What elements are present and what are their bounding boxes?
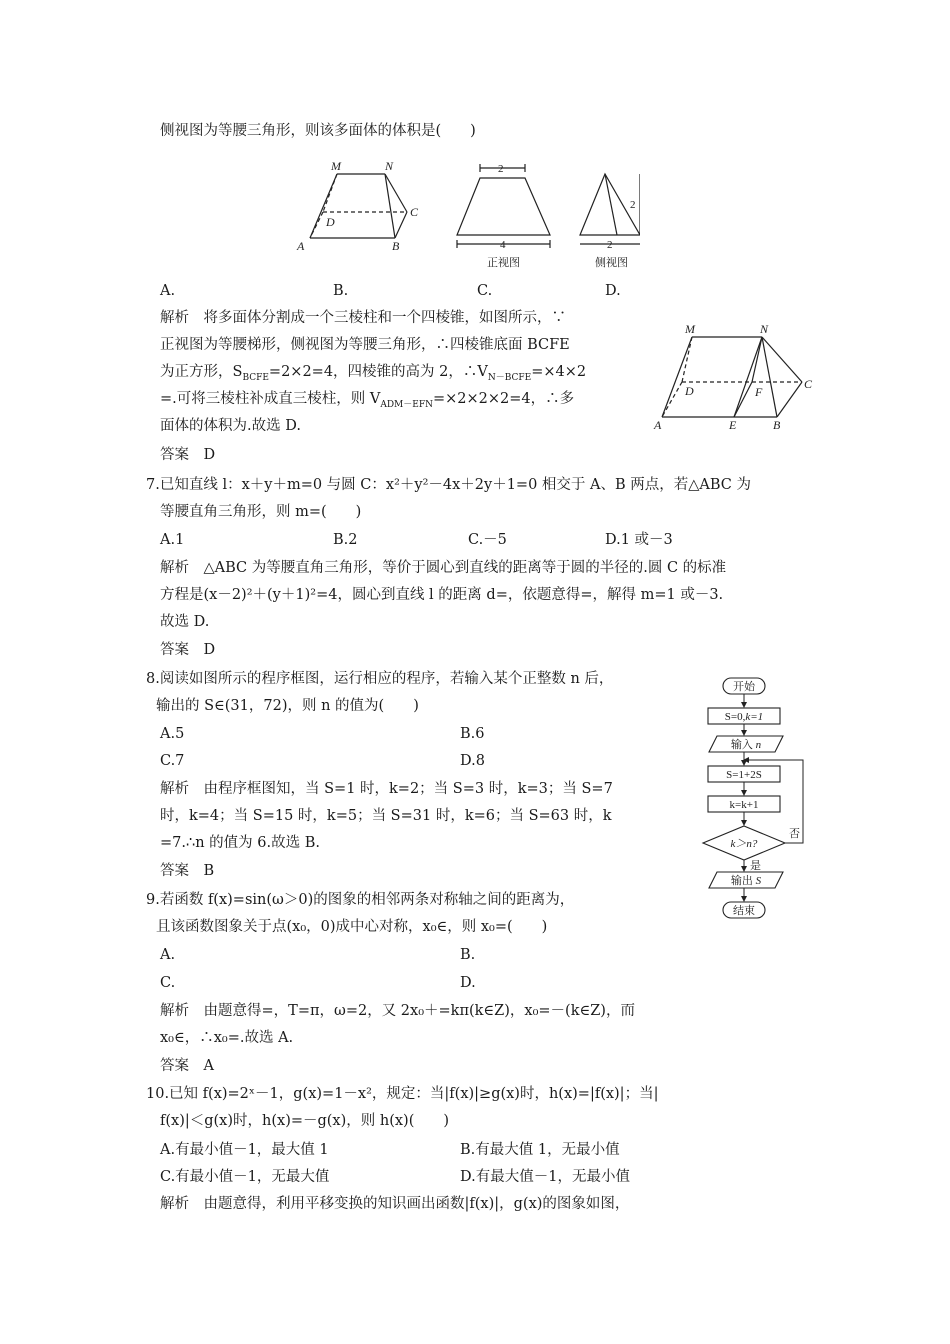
q7-solution-line2: 方程是(x－2)²＋(y＋1)²=4，圆心到直线 l 的距离 d=，依题意得=，解得 m=1 或－3. (160, 587, 724, 603)
side-view-caption: 侧视图 (595, 257, 628, 269)
q10-option-d: D.有最大值－1，无最小值 (460, 1169, 630, 1185)
flow-init-label: S=0,k=1 (724, 711, 764, 723)
q9-option-c: C. (160, 975, 176, 991)
label-n: N (385, 160, 394, 173)
q8-stem-line2: 输出的 S∈(31，72)，则 n 的值为( ) (156, 698, 419, 714)
sol-label-c: C (804, 377, 813, 391)
q10-option-c: C.有最小值－1，无最大值 (160, 1169, 330, 1185)
flow-input-label: 输入 n (730, 739, 762, 751)
q9-option-a: A. (160, 947, 176, 963)
q7-option-b: B.2 (333, 532, 358, 548)
q8-option-a: A.5 (160, 726, 185, 742)
q8-solution-line2: 时，k=4；当 S=15 时，k=5；当 S=31 时，k=6；当 S=63 时，k (160, 808, 612, 824)
q7-stem-line2: 等腰直角三角形，则 m=( ) (160, 504, 362, 520)
flow-output-label: 输出 S (730, 875, 762, 887)
q6-solution-line2: 正视图为等腰梯形，侧视图为等腰三角形，∴四棱锥底面 BCFE (160, 337, 570, 353)
flowchart (695, 672, 815, 927)
flow-no-label: 否 (789, 828, 800, 840)
label-a: A (297, 239, 305, 253)
q10-stem-line1: 10.已知 f(x)=2ˣ－1，g(x)=1－x²，规定：当|f(x)|≥g(x)时，h(x)=|f(x)|；当| (146, 1086, 659, 1102)
q6-option-c: C. (477, 283, 493, 299)
q9-answer: 答案 A (160, 1058, 214, 1074)
q7-stem-line1: 7.已知直线 l：x＋y＋m=0 与圆 C：x²＋y²－4x＋2y＋1=0 相交于 A、B 两点，若△ABC 为 (146, 477, 752, 493)
label-c: C (410, 205, 419, 219)
flow-yes-label: 是 (750, 860, 761, 872)
q9-option-b: B. (460, 947, 476, 963)
sol-label-m: M (685, 322, 695, 336)
q8-stem-line1: 8.阅读如图所示的程序框图，运行相应的程序，若输入某个正整数 n 后， (146, 671, 614, 687)
q9-solution-line1: 解析 由题意得=，T=π，ω=2，又 2x₀＋=kπ(k∈Z)，x₀=－(k∈Z)，而 (160, 1003, 635, 1019)
q10-stem-line2: f(x)|＜g(x)时，h(x)=－g(x)，则 h(x)( ) (160, 1113, 450, 1129)
side-bottom-dim: 2 (607, 239, 613, 251)
flow-condition-label: k＞n? (730, 838, 758, 850)
q9-stem-line1: 9.若函数 f(x)=sin(ω＞0)的图象的相邻两条对称轴之间的距离为， (146, 892, 575, 908)
q8-option-b: B.6 (460, 726, 485, 742)
q7-answer: 答案 D (160, 642, 216, 658)
label-m: M (331, 160, 341, 173)
q7-solution-line3: 故选 D. (160, 614, 210, 630)
q8-solution-line3: =7.∴n 的值为 6.故选 B. (160, 835, 320, 851)
front-top-dim: 2 (498, 163, 504, 175)
q6-option-d: D. (605, 283, 621, 299)
q10-option-a: A.有最小值－1，最大值 1 (160, 1142, 329, 1158)
flow-update-k-label: k=k+1 (729, 799, 759, 811)
sol-label-n: N (760, 322, 769, 336)
front-view-caption: 正视图 (487, 257, 520, 269)
q7-option-c: C.－5 (468, 532, 507, 548)
side-height-dim: 2 (630, 199, 636, 211)
front-bottom-dim: 4 (500, 239, 506, 251)
sol-label-f: F (755, 385, 763, 399)
q10-option-b: B.有最大值 1，无最小值 (460, 1142, 620, 1158)
q10-solution-line1: 解析 由题意得，利用平移变换的知识画出函数|f(x)|，g(x)的图象如图， (160, 1196, 630, 1212)
sol-label-d: D (685, 384, 694, 398)
q7-option-a: A.1 (160, 532, 185, 548)
sol-label-b: B (773, 418, 781, 432)
q6-solution-line3: 为正方形，$S_{BCFE}=2\times 2=4$，四棱锥的高为 2，$\therefore V_{N-BCFE}=\times 4\times 2$ (160, 364, 587, 383)
q8-option-d: D.8 (460, 753, 485, 769)
q9-solution-line2: x₀∈，∴x₀=.故选 A. (160, 1030, 294, 1046)
q6-answer: 答案 D (160, 447, 216, 463)
q7-solution-line1: 解析 △ABC 为等腰直角三角形，等价于圆心到直线的距离等于圆的半径的.圆 C 的标准 (160, 560, 727, 576)
sol-label-e: E (729, 418, 737, 432)
q8-answer: 答案 B (160, 863, 215, 879)
q7-option-d: D.1 或－3 (605, 532, 673, 548)
q6-stem-end: 侧视图为等腰三角形，则该多面体的体积是( ) (160, 123, 476, 139)
q6-solution-line5: 面体的体积为.故选 D. (160, 418, 301, 434)
sol-label-a: A (654, 418, 662, 432)
label-b: B (392, 239, 400, 253)
label-d: D (326, 215, 335, 229)
q9-stem-line2: 且该函数图象关于点(x₀，0)成中心对称，x₀∈，则 x₀=( ) (156, 919, 548, 935)
flow-start-label: 开始 (733, 681, 755, 693)
q6-figure (295, 160, 640, 275)
q6-solution-line4: =.可将三棱柱补成直三棱柱，则 $V_{ADM-EFN}=\times 2\times 2\times 2=4$，∴多 (160, 391, 575, 410)
q6-option-a: A. (160, 283, 176, 299)
q6-option-b: B. (333, 283, 349, 299)
q8-solution-line1: 解析 由程序框图知，当 S=1 时，k=2；当 S=3 时，k=3；当 S=7 (160, 781, 613, 797)
q8-option-c: C.7 (160, 753, 185, 769)
q9-option-d: D. (460, 975, 476, 991)
q6-solution-figure (652, 322, 817, 434)
q6-solution-line1: 解析 将多面体分割成一个三棱柱和一个四棱锥，如图所示，∵ (160, 310, 566, 326)
flow-end-label: 结束 (733, 905, 755, 917)
flow-update-s-label: S=1+2S (726, 769, 762, 781)
